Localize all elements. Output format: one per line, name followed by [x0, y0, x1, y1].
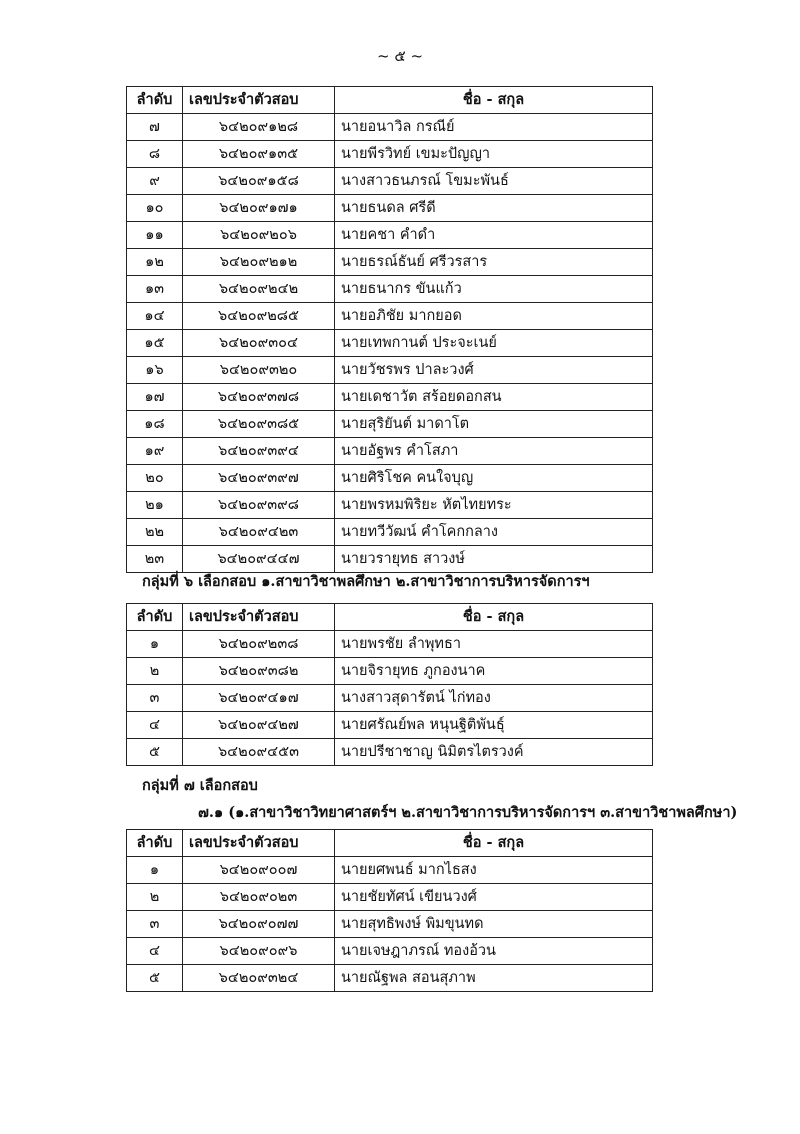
- row-seq: ๗: [127, 114, 183, 141]
- row-seq: ๑๐: [127, 195, 183, 222]
- table-row: [127, 712, 653, 739]
- row-seq: ๓: [127, 911, 183, 938]
- row-full-name: นายธรณ์ธันย์ ศรีวรสาร: [335, 249, 653, 276]
- row-exam-id: ๖๔๒๐๙๓๙๔: [183, 438, 335, 465]
- row-seq: ๑: [127, 631, 183, 658]
- header-seq: ลำดับ: [127, 604, 183, 631]
- row-full-name: นายอัฐพร คำโสภา: [335, 438, 653, 465]
- row-exam-id: ๖๔๒๐๙๐๗๗: [183, 911, 335, 938]
- table-row: [127, 492, 653, 519]
- header-seq: ลำดับ: [127, 830, 183, 857]
- header-exam-id: เลขประจำตัวสอบ: [183, 830, 335, 857]
- row-exam-id: ๖๔๒๐๙๓๐๔: [183, 330, 335, 357]
- row-exam-id: ๖๔๒๐๙๓๙๗: [183, 465, 335, 492]
- row-full-name: นายธนากร ขันแก้ว: [335, 276, 653, 303]
- row-seq: ๑๑: [127, 222, 183, 249]
- group-6-heading: กลุ่มที่ ๖ เลือกสอบ ๑.สาขาวิชาพลศึกษา ๒.สาขาวิชาการบริหารจัดการฯ: [142, 573, 590, 590]
- row-seq: ๘: [127, 141, 183, 168]
- page-number: ~ ๕ ~: [376, 47, 424, 65]
- row-seq: ๑๓: [127, 276, 183, 303]
- row-full-name: นายอนาวิล กรณีย์: [335, 114, 653, 141]
- table-header-row: [127, 830, 653, 857]
- table-row: [127, 114, 653, 141]
- table-row: [127, 249, 653, 276]
- row-seq: ๑๙: [127, 438, 183, 465]
- row-exam-id: ๖๔๒๐๙๑๒๘: [183, 114, 335, 141]
- row-seq: ๒: [127, 884, 183, 911]
- table-row: [127, 658, 653, 685]
- row-exam-id: ๖๔๒๐๙๑๕๘: [183, 168, 335, 195]
- row-exam-id: ๖๔๒๐๙๒๐๖: [183, 222, 335, 249]
- table-row: [127, 411, 653, 438]
- table-row: [127, 276, 653, 303]
- row-full-name: นายณัฐพล สอนสุภาพ: [335, 965, 653, 992]
- header-full-name: ชื่อ - สกุล: [335, 830, 653, 857]
- row-seq: ๒๑: [127, 492, 183, 519]
- row-exam-id: ๖๔๒๐๙๒๓๘: [183, 631, 335, 658]
- row-seq: ๔: [127, 712, 183, 739]
- table-row: [127, 938, 653, 965]
- row-seq: ๒๓: [127, 546, 183, 573]
- row-seq: ๑๕: [127, 330, 183, 357]
- row-full-name: นายยศพนธ์ มากไธสง: [335, 857, 653, 884]
- row-exam-id: ๖๔๒๐๙๐๙๖: [183, 938, 335, 965]
- header-seq: ลำดับ: [127, 87, 183, 114]
- row-seq: ๑๖: [127, 357, 183, 384]
- table-row: [127, 965, 653, 992]
- header-full-name: ชื่อ - สกุล: [335, 87, 653, 114]
- row-full-name: นายจิรายุทธ ภูกองนาค: [335, 658, 653, 685]
- row-full-name: นายธนดล ศรีดี: [335, 195, 653, 222]
- table-header-row: [127, 604, 653, 631]
- table-row: [127, 857, 653, 884]
- row-full-name: นายพรชัย ลำพุทธา: [335, 631, 653, 658]
- table-row: [127, 168, 653, 195]
- candidate-table-1: [126, 86, 653, 573]
- row-exam-id: ๖๔๒๐๙๒๘๕: [183, 303, 335, 330]
- row-seq: ๑๒: [127, 249, 183, 276]
- table-row: [127, 384, 653, 411]
- row-seq: ๒๐: [127, 465, 183, 492]
- row-full-name: นางสาวธนภรณ์ โขมะพันธ์: [335, 168, 653, 195]
- row-exam-id: ๖๔๒๐๙๔๕๓: [183, 739, 335, 766]
- row-full-name: นายวัชรพร ปาละวงศ์: [335, 357, 653, 384]
- row-full-name: นายศรัณย์พล หนุนฐิติพันธุ์: [335, 712, 653, 739]
- header-exam-id: เลขประจำตัวสอบ: [183, 604, 335, 631]
- row-full-name: นายสุทธิพงษ์ พิมขุนทด: [335, 911, 653, 938]
- row-seq: ๙: [127, 168, 183, 195]
- table-row: [127, 546, 653, 573]
- row-exam-id: ๖๔๒๐๙๓๗๘: [183, 384, 335, 411]
- table-row: [127, 357, 653, 384]
- candidate-table-2: [126, 603, 653, 766]
- table-row: [127, 303, 653, 330]
- row-full-name: นายเดชาวัต สร้อยดอกสน: [335, 384, 653, 411]
- row-exam-id: ๖๔๒๐๙๓๙๘: [183, 492, 335, 519]
- row-seq: ๑๗: [127, 384, 183, 411]
- row-seq: ๑: [127, 857, 183, 884]
- row-full-name: นายพีรวิทย์ เขมะปัญญา: [335, 141, 653, 168]
- row-exam-id: ๖๔๒๐๙๒๑๒: [183, 249, 335, 276]
- row-full-name: นางสาวสุดารัตน์ ไก่ทอง: [335, 685, 653, 712]
- row-exam-id: ๖๔๒๐๙๑๗๑: [183, 195, 335, 222]
- row-full-name: นายอภิชัย มากยอด: [335, 303, 653, 330]
- row-full-name: นายศิริโชค คนใจบุญ: [335, 465, 653, 492]
- row-full-name: นายเจษฎาภรณ์ ทองอ้วน: [335, 938, 653, 965]
- table-row: [127, 465, 653, 492]
- group-7-subheading: ๗.๑ (๑.สาขาวิชาวิทยาศาสตร์ฯ ๒.สาขาวิชาการบริหารจัดการฯ ๓.สาขาวิชาพลศึกษา): [198, 804, 738, 821]
- candidate-table-3: [126, 829, 653, 992]
- row-exam-id: ๖๔๒๐๙๔๒๗: [183, 712, 335, 739]
- row-seq: ๔: [127, 938, 183, 965]
- group-7-heading: กลุ่มที่ ๗ เลือกสอบ: [142, 777, 258, 794]
- row-exam-id: ๖๔๒๐๙๓๒๐: [183, 357, 335, 384]
- row-seq: ๑๘: [127, 411, 183, 438]
- row-exam-id: ๖๔๒๐๙๐๐๗: [183, 857, 335, 884]
- row-full-name: นายทวีวัฒน์ คำโคกกลาง: [335, 519, 653, 546]
- header-exam-id: เลขประจำตัวสอบ: [183, 87, 335, 114]
- table-row: [127, 739, 653, 766]
- table-row: [127, 438, 653, 465]
- row-exam-id: ๖๔๒๐๙๔๒๓: [183, 519, 335, 546]
- row-full-name: นายเทพกานต์ ประจะเนย์: [335, 330, 653, 357]
- row-exam-id: ๖๔๒๐๙๓๘๒: [183, 658, 335, 685]
- table-row: [127, 519, 653, 546]
- row-full-name: นายคชา คำดำ: [335, 222, 653, 249]
- table-row: [127, 195, 653, 222]
- table-header-row: [127, 87, 653, 114]
- row-seq: ๑๔: [127, 303, 183, 330]
- row-full-name: นายชัยทัศน์ เขียนวงศ์: [335, 884, 653, 911]
- table-row: [127, 222, 653, 249]
- table-row: [127, 685, 653, 712]
- row-exam-id: ๖๔๒๐๙๐๒๓: [183, 884, 335, 911]
- row-seq: ๕: [127, 739, 183, 766]
- row-seq: ๒๒: [127, 519, 183, 546]
- row-exam-id: ๖๔๒๐๙๔๑๗: [183, 685, 335, 712]
- row-exam-id: ๖๔๒๐๙๑๓๕: [183, 141, 335, 168]
- row-seq: ๒: [127, 658, 183, 685]
- table-row: [127, 330, 653, 357]
- table-row: [127, 911, 653, 938]
- table-row: [127, 141, 653, 168]
- row-exam-id: ๖๔๒๐๙๔๔๗: [183, 546, 335, 573]
- row-full-name: นายสุริยันต์ มาดาโต: [335, 411, 653, 438]
- row-exam-id: ๖๔๒๐๙๓๒๔: [183, 965, 335, 992]
- row-full-name: นายพรหมพิริยะ หัตไทยทระ: [335, 492, 653, 519]
- row-full-name: นายวรายุทธ สาวงษ์: [335, 546, 653, 573]
- row-full-name: นายปรีชาชาญ นิมิตรไตรวงค์: [335, 739, 653, 766]
- row-seq: ๓: [127, 685, 183, 712]
- header-full-name: ชื่อ - สกุล: [335, 604, 653, 631]
- row-exam-id: ๖๔๒๐๙๒๔๒: [183, 276, 335, 303]
- row-seq: ๕: [127, 965, 183, 992]
- row-exam-id: ๖๔๒๐๙๓๘๕: [183, 411, 335, 438]
- table-row: [127, 884, 653, 911]
- table-row: [127, 631, 653, 658]
